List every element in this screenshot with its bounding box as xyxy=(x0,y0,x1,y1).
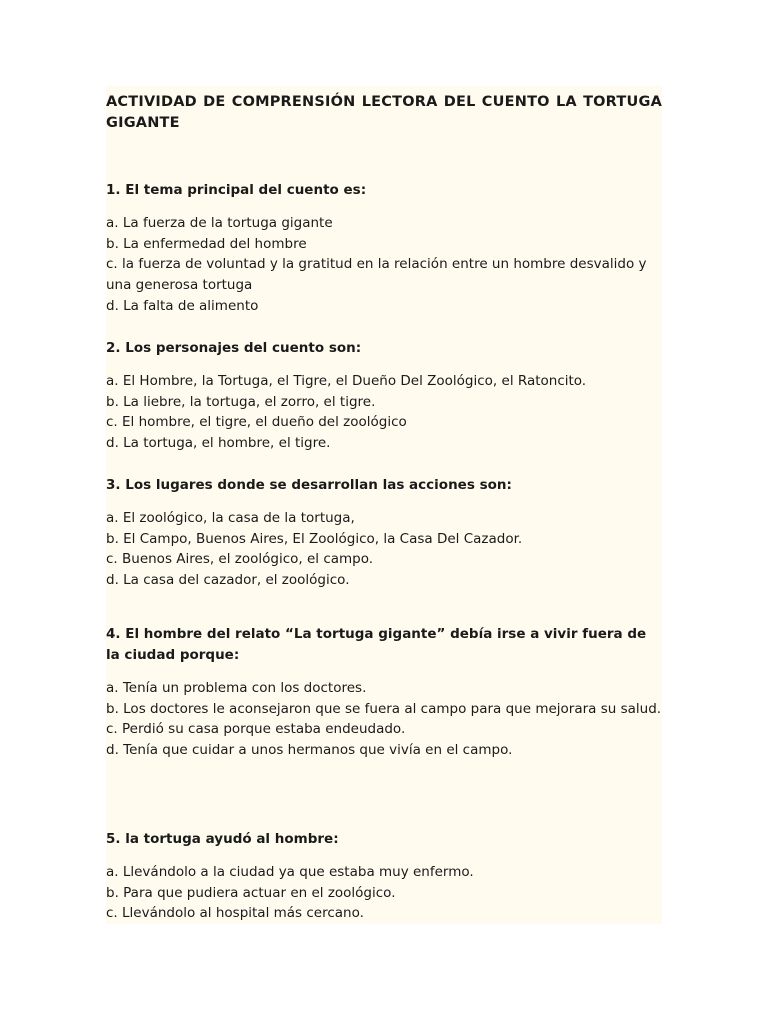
question-2-options xyxy=(106,371,662,454)
question-4 xyxy=(106,624,662,761)
question-5-option-c: c. Llevándolo al hospital más cercano. xyxy=(106,905,364,922)
question-1-prompt: 1. El tema principal del cuento es: xyxy=(106,182,367,198)
question-3-option-c: c. Buenos Aires, el zoológico, el campo. xyxy=(106,551,374,568)
question-2 xyxy=(106,338,662,454)
question-1 xyxy=(106,180,662,317)
question-3-option-d: d. La casa del cazador, el zoológico. xyxy=(106,572,350,589)
question-5-options xyxy=(106,862,662,924)
question-3-prompt: 3. Los lugares donde se desarrollan las acciones son: xyxy=(106,477,512,493)
question-4-option-a: a. Tenía un problema con los doctores. xyxy=(106,680,367,696)
question-1-option-c: c. la fuerza de voluntad y la gratitud en la relación entre un hombre desvalido y una generosa tortuga xyxy=(106,256,647,294)
question-2-prompt: 2. Los personajes del cuento son: xyxy=(106,340,362,356)
question-2-option-b: b. La liebre, la tortuga, el zorro, el tigre. xyxy=(106,393,376,410)
question-5-option-a: a. Llevándolo a la ciudad ya que estaba muy enfermo. xyxy=(106,864,474,880)
question-4-option-c: c. Perdió su casa porque estaba endeudado. xyxy=(106,721,406,738)
question-1-option-a: a. La fuerza de la tortuga gigante xyxy=(106,215,333,231)
title-block xyxy=(106,92,662,134)
question-3-options xyxy=(106,508,662,591)
question-4-option-d: d. Tenía que cuidar a unos hermanos que vivía en el campo. xyxy=(106,742,513,759)
question-2-option-c: c. El hombre, el tigre, el dueño del zoológico xyxy=(106,414,407,431)
question-1-options xyxy=(106,213,662,317)
question-5-prompt: 5. la tortuga ayudó al hombre: xyxy=(106,831,339,847)
question-2-option-d: d. La tortuga, el hombre, el tigre. xyxy=(106,435,331,452)
question-4-option-b: b. Los doctores le aconsejaron que se fuera al campo para que mejorara su salud. xyxy=(106,700,662,717)
document-title: ACTIVIDAD DE COMPRENSIÓN LECTORA DEL CUENTO LA TORTUGA GIGANTE xyxy=(106,94,662,131)
question-5 xyxy=(106,829,662,924)
question-3-option-b: b. El Campo, Buenos Aires, El Zoológico, la Casa Del Cazador. xyxy=(106,530,523,547)
question-2-option-a: a. El Hombre, la Tortuga, el Tigre, el Dueño Del Zoológico, el Ratoncito. xyxy=(106,373,587,389)
question-4-options xyxy=(106,678,662,761)
question-5-option-b: b. Para que pudiera actuar en el zoológico. xyxy=(106,884,396,901)
question-1-option-b: b. La enfermedad del hombre xyxy=(106,235,307,252)
question-4-prompt: 4. El hombre del relato “La tortuga gigante” debía irse a vivir fuera de la ciudad porque: xyxy=(106,626,647,663)
question-1-option-d: d. La falta de alimento xyxy=(106,297,259,314)
question-3-option-a: a. El zoológico, la casa de la tortuga, xyxy=(106,510,355,526)
question-3 xyxy=(106,475,662,591)
